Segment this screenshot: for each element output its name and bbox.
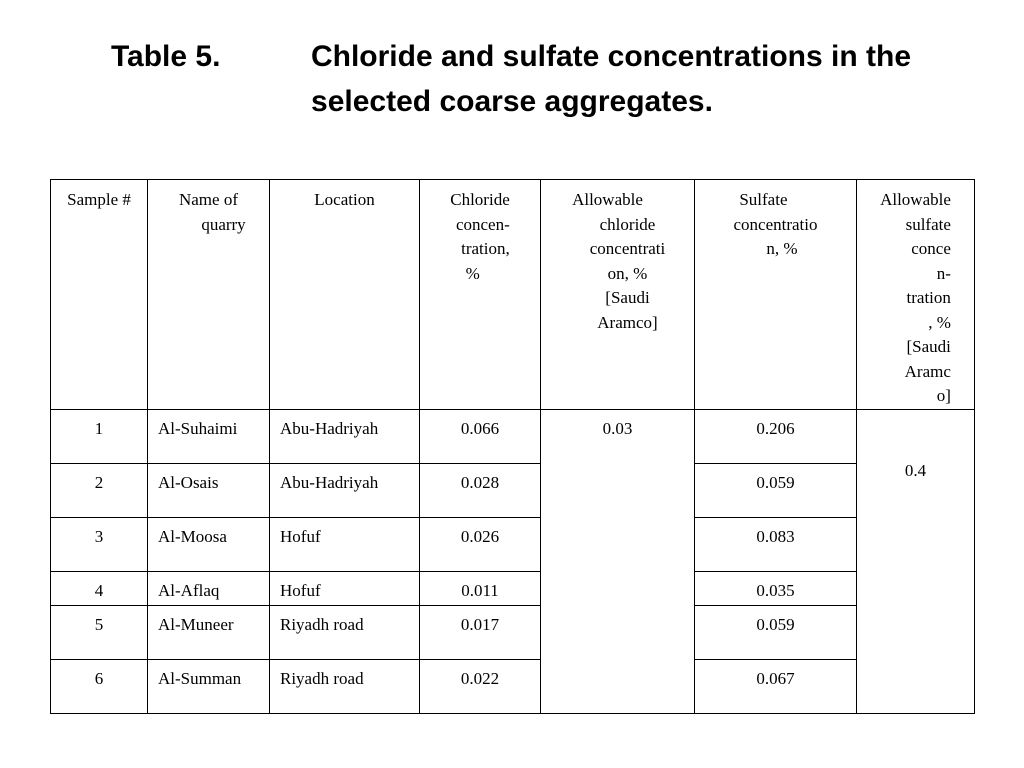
header-allowable-chloride: Allowable chloride concentrati on, % [Saudi Aramco] (541, 180, 695, 410)
cell-sample: 5 (51, 605, 148, 659)
cell-sulfate: 0.206 (695, 409, 857, 463)
cell-sample: 3 (51, 517, 148, 571)
cell-location: Hofuf (270, 571, 420, 605)
cell-quarry: Al-Summan (148, 659, 270, 713)
cell-location: Riyadh road (270, 659, 420, 713)
table-number: Table 5. (110, 40, 221, 73)
cell-allowable-sulfate: 0.4 (857, 409, 975, 713)
cell-quarry: Al-Osais (148, 463, 270, 517)
cell-sulfate: 0.059 (695, 605, 857, 659)
cell-sulfate: 0.035 (695, 571, 857, 605)
cell-quarry: Al-Suhaimi (148, 409, 270, 463)
cell-location: Abu-Hadriyah (270, 463, 420, 517)
cell-sulfate: 0.083 (695, 517, 857, 571)
cell-chloride: 0.011 (420, 571, 541, 605)
caption-line-2: selected coarse aggregates. (311, 85, 713, 118)
header-sulfate: Sulfate concentratio n, % (695, 180, 857, 410)
table-row (51, 571, 975, 605)
cell-sulfate: 0.059 (695, 463, 857, 517)
cell-chloride: 0.028 (420, 463, 541, 517)
cell-sample: 2 (51, 463, 148, 517)
cell-sulfate: 0.067 (695, 659, 857, 713)
table-row (51, 409, 975, 463)
cell-chloride: 0.066 (420, 409, 541, 463)
cell-chloride: 0.022 (420, 659, 541, 713)
header-allowable-sulfate: Allowable sulfate conce n- tration , % [Saudi Aramc o] (857, 180, 975, 410)
header-location: Location (270, 180, 420, 410)
cell-chloride: 0.017 (420, 605, 541, 659)
cell-quarry: Al-Aflaq (148, 571, 270, 605)
table-caption (0, 34, 1024, 124)
header-sample: Sample # (51, 180, 148, 410)
cell-sample: 4 (51, 571, 148, 605)
table-row (51, 463, 975, 517)
header-quarry: Name of quarry (148, 180, 270, 410)
header-chloride: Chloride concen- tration, % (420, 180, 541, 410)
concentration-table (50, 179, 975, 714)
cell-allowable-chloride: 0.03 (541, 409, 695, 713)
table-row (51, 605, 975, 659)
cell-chloride: 0.026 (420, 517, 541, 571)
cell-location: Hofuf (270, 517, 420, 571)
cell-quarry: Al-Moosa (148, 517, 270, 571)
header-row (51, 180, 975, 410)
table-row (51, 659, 975, 713)
table-row (51, 517, 975, 571)
cell-sample: 1 (51, 409, 148, 463)
cell-location: Riyadh road (270, 605, 420, 659)
cell-quarry: Al-Muneer (148, 605, 270, 659)
cell-location: Abu-Hadriyah (270, 409, 420, 463)
caption-line-1: Chloride and sulfate concentrations in the (310, 40, 912, 73)
cell-sample: 6 (51, 659, 148, 713)
